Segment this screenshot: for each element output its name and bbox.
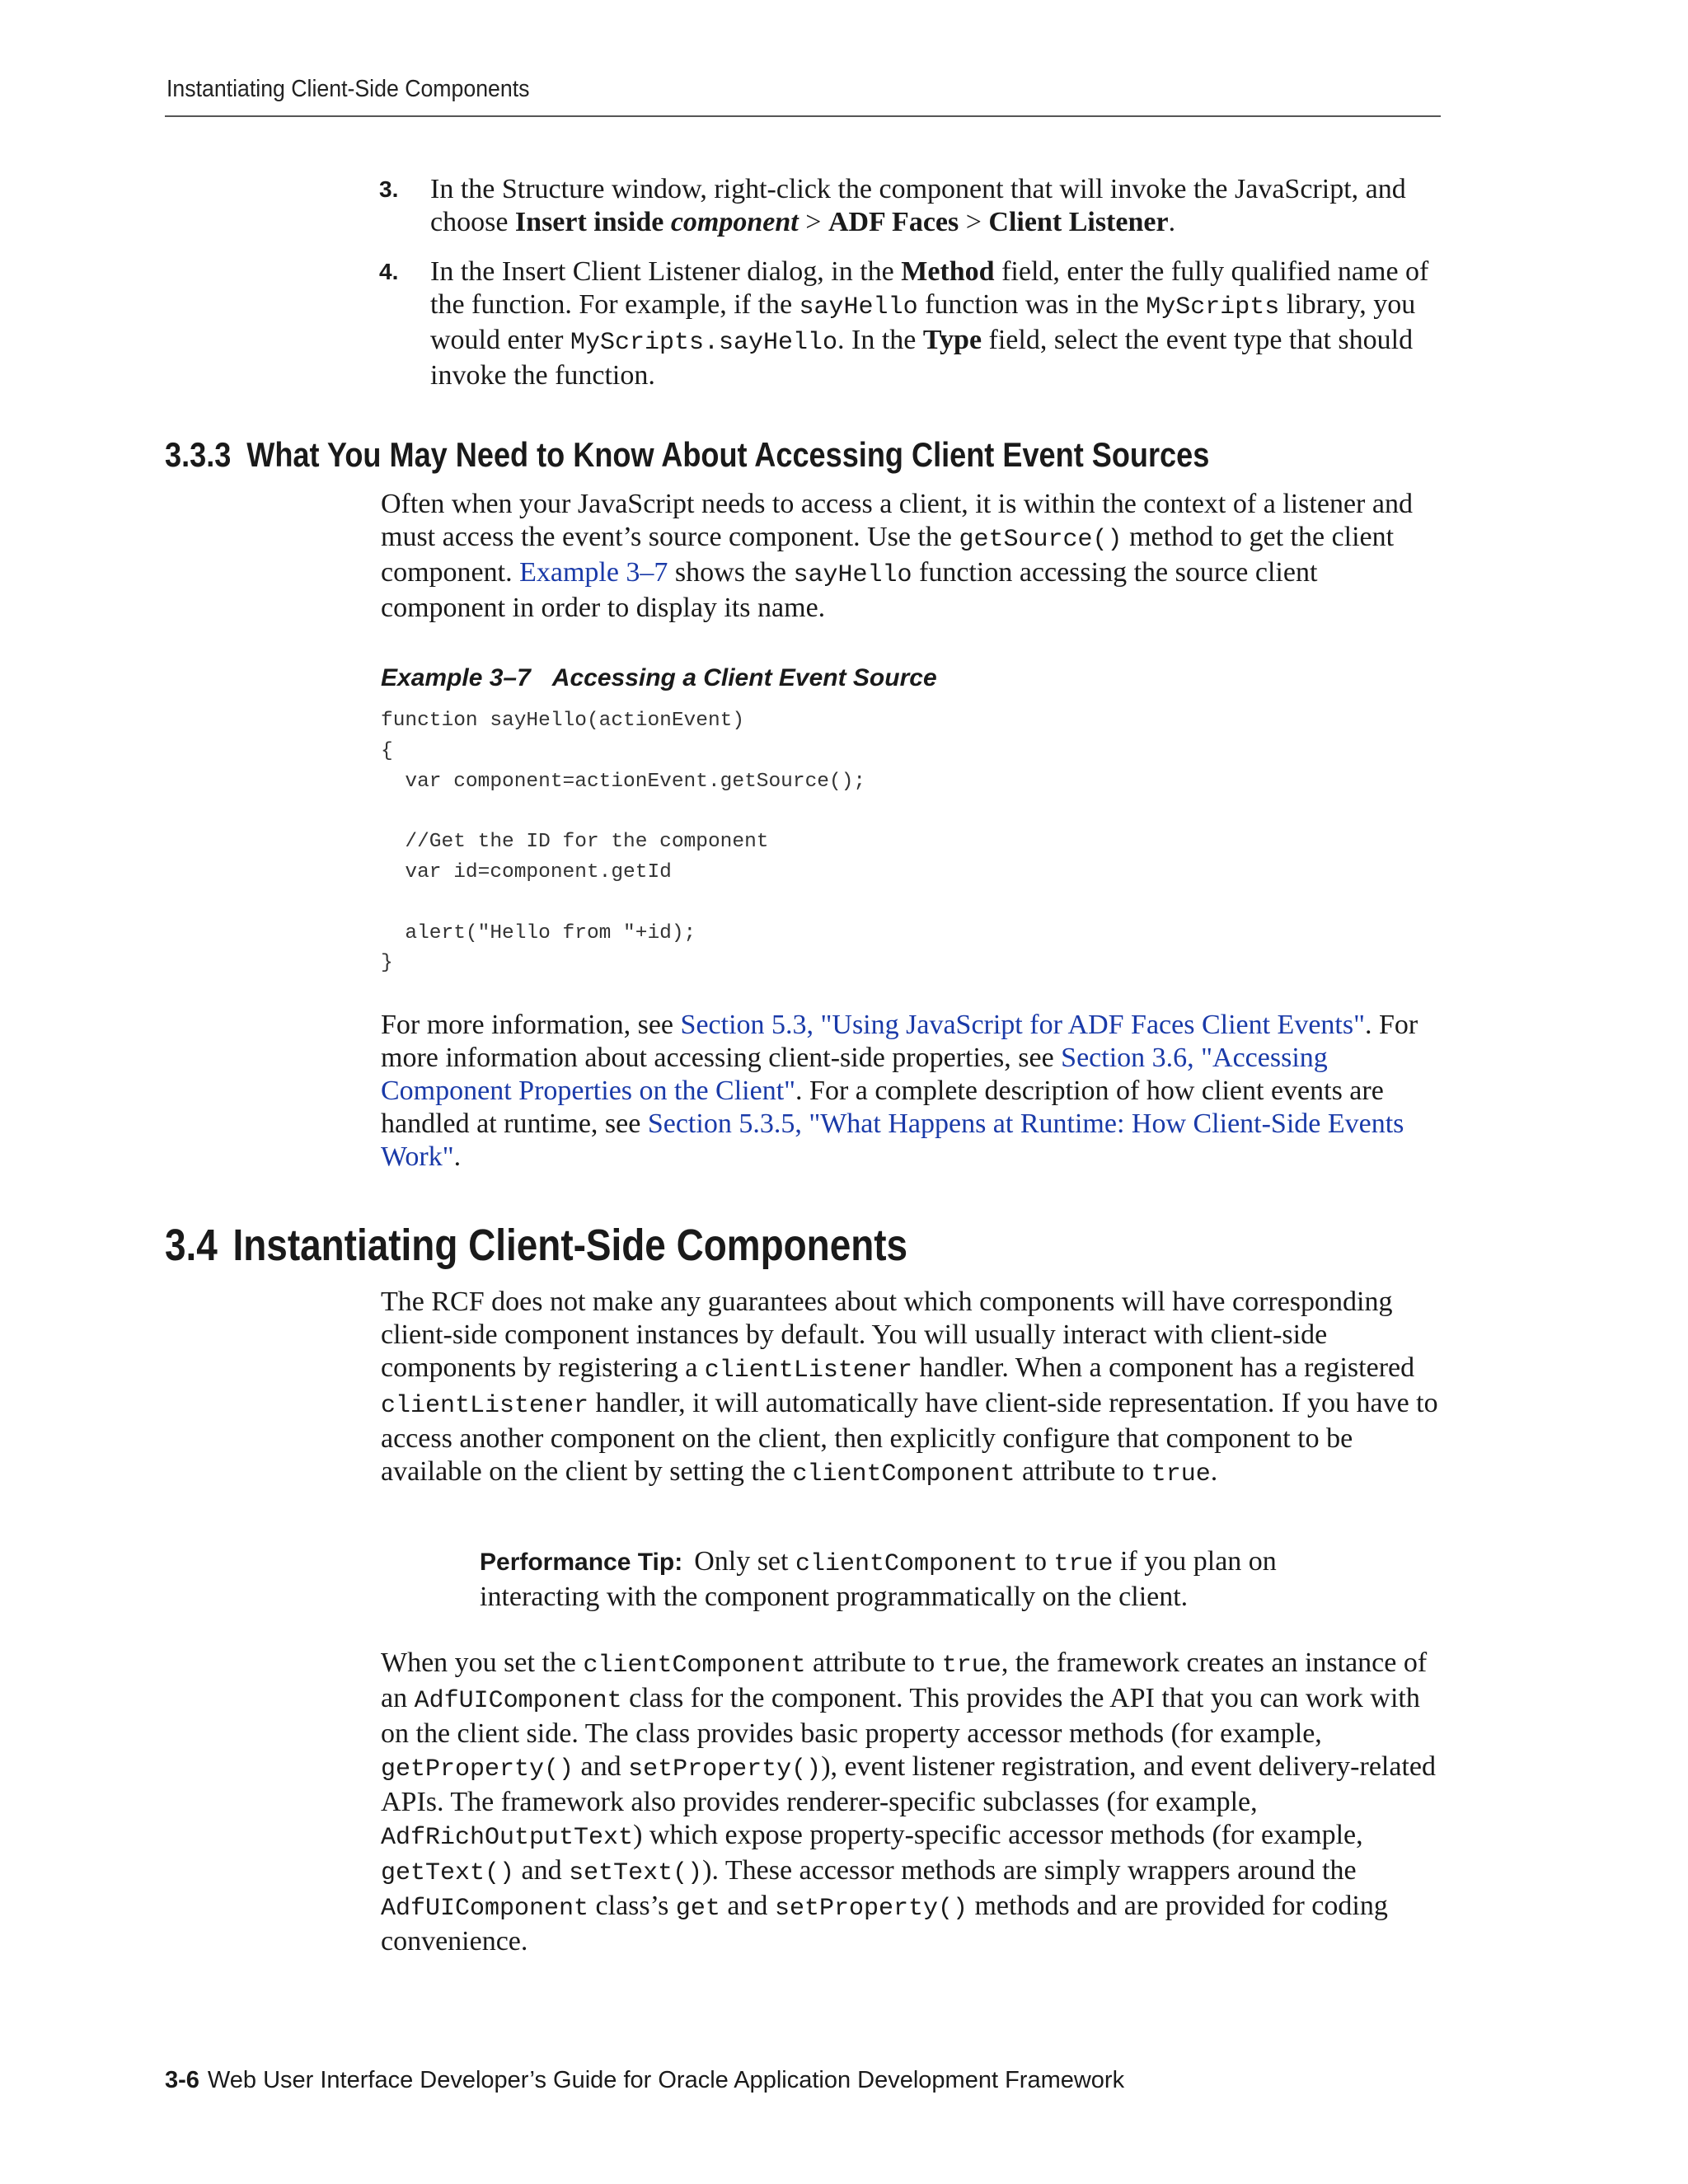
- step-number: 3.: [379, 176, 399, 202]
- example-3-7-link[interactable]: Example 3–7: [519, 557, 668, 588]
- step-number: 4.: [379, 259, 399, 284]
- section-3-6-link[interactable]: Section 3.6, "Accessing Component Properties on the Client": [381, 1043, 1328, 1106]
- section-5-3-link[interactable]: Section 5.3, "Using JavaScript for ADF Faces Client Events": [680, 1010, 1365, 1040]
- book-title: Web User Interface Developer’s Guide for Oracle Application Development Framework: [207, 2067, 1125, 2093]
- section-3-4-paragraph-2: When you set the clientComponent attribute to true, the framework creates an instance of an AdfUIComponent class for the component. This provides the API that you can work with on the client side. The class provides basic property accessor methods (for example, getProperty() and setProperty()), event listener registration, and event delivery-related APIs. The framework also provides renderer-specific subclasses (for example, AdfRichOutputText) which expose property-specific accessor methods (for example, getText() and setText()). These accessor methods are simply wrappers around the AdfUIComponent class’s get and setProperty() methods and are provided for coding convenience.: [381, 1647, 1436, 1957]
- section-heading-3-3-3: 3.3.3 What You May Need to Know About Accessing Client Event Sources: [165, 435, 1210, 474]
- header-rule: [165, 115, 1441, 117]
- section-3-3-3-paragraph-1: Often when your JavaScript needs to access a client, it is within the context of a listener and must access the event’s source component. Use the getSource() method to get the client component. Example 3–7 shows the sayHello function accessing the source client component in order to display its name.: [381, 489, 1413, 623]
- step-text: In the Structure window, right-click the component that will invoke the JavaScript, and choose Insert inside component > ADF Faces > Client Listener.: [430, 174, 1406, 237]
- running-head: Instantiating Client-Side Components: [166, 76, 530, 102]
- tip-label: Performance Tip:: [480, 1549, 683, 1576]
- section-heading-3-4: 3.4 Instantiating Client-Side Components: [165, 1221, 908, 1270]
- step-text: In the Insert Client Listener dialog, in the Method field, enter the fully qualified name of the function. For example, if the sayHello function was in the MyScripts library, you would enter MyScripts.sayHello. In the Type field, select the event type that should invoke the function.: [430, 256, 1429, 391]
- section-3-4-paragraph-1: The RCF does not make any guarantees about which components will have corresponding client-side component instances by default. You will usually interact with client-side components by registering a clientListener handler. When a component has a registered clientListener handler, it will automatically have client-side representation. If you have to access another component on the client, then explicitly configure that component to be available on the client by setting the clientComponent attribute to true.: [381, 1286, 1438, 1488]
- code-example: function sayHello(actionEvent) { var component=actionEvent.getSource(); //Get the ID for the component var id=component.getId alert("Hello from "+id); }: [381, 710, 866, 975]
- page-number: 3-6: [165, 2067, 199, 2093]
- section-3-3-3-paragraph-2: For more information, see Section 5.3, "Using JavaScript for ADF Faces Client Events". For more information about accessing client-side properties, see Section 3.6, "Accessing Component Properties on the Client". For a complete description of how client events are handled at runtime, see Section 5.3.5, "What Happens at Runtime: How Client-Side Events Work".: [381, 1010, 1418, 1172]
- section-5-3-5-link[interactable]: Section 5.3.5, "What Happens at Runtime: How Client-Side Events Work": [381, 1108, 1404, 1172]
- performance-tip: Performance Tip: Only set clientComponent to true if you plan on interacting with the component programmatically on the client.: [480, 1546, 1277, 1612]
- page-footer: [165, 2067, 1124, 2094]
- example-title: Example 3–7 Accessing a Client Event Source: [381, 664, 937, 691]
